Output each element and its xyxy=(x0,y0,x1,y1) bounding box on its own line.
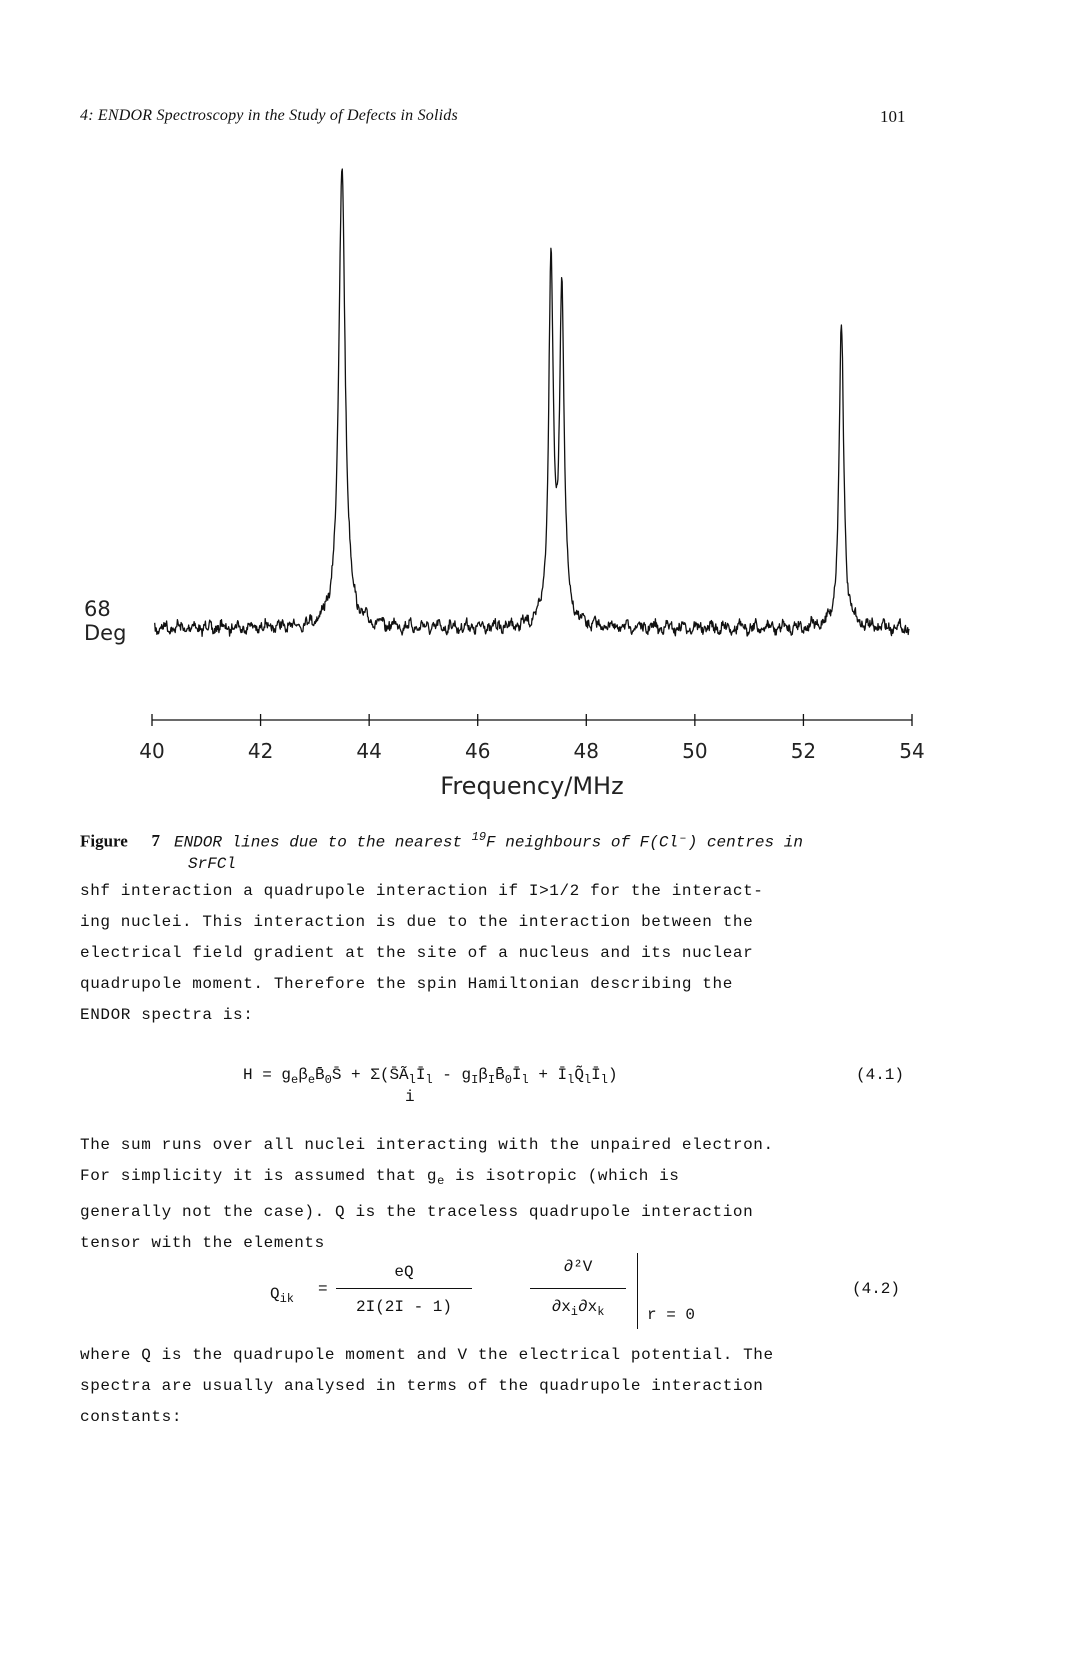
paragraph-1-line: ENDOR spectra is: xyxy=(80,1006,254,1024)
x-tick-label: 54 xyxy=(899,739,925,763)
figure-caption xyxy=(80,826,980,875)
paragraph-3-line: where Q is the quadrupole moment and V the electrical potential. The xyxy=(80,1346,774,1364)
caption-text-after: F neighbours of F(Cl⁻) centres in xyxy=(486,833,803,852)
paragraph-1 xyxy=(80,876,910,1031)
equation-4-2-lhs: $Q_{ik}$ xyxy=(270,1285,295,1307)
paragraph-2 xyxy=(80,1130,910,1259)
paragraph-2-line: The sum runs over all nuclei interacting with the unpaired electron. xyxy=(80,1136,774,1154)
trace-label-angle: 68 xyxy=(84,597,111,621)
paragraph-2-line: tensor with the elements xyxy=(80,1234,325,1253)
x-tick-label: 42 xyxy=(247,739,274,763)
page-number: 101 xyxy=(880,107,906,126)
paragraph-1-line: ing nuclei. This interaction is due to the interaction between the xyxy=(80,913,754,931)
equation-4-2-denominator-2: $\partial x_i\partial x_k$ xyxy=(551,1298,605,1320)
spectrum-trace xyxy=(155,169,910,636)
x-tick-label: 50 xyxy=(682,739,708,763)
x-axis-title: Frequency/MHz xyxy=(440,772,624,800)
x-tick-label: 46 xyxy=(464,739,491,763)
equation-4-2-denominator-1: 2I(2I - 1) xyxy=(355,1298,452,1316)
paragraph-1-line: shf interaction a quadrupole interaction if I>1/2 for the interact- xyxy=(80,882,764,900)
caption-text-before: ENDOR lines due to the nearest xyxy=(173,833,472,852)
equation-4-2-numerator-1: eQ xyxy=(394,1263,414,1281)
x-tick-label: 48 xyxy=(573,739,600,763)
paragraph-1-line: quadrupole moment. Therefore the spin Hamiltonian describing the xyxy=(80,975,733,993)
endor-spectrum-chart xyxy=(0,0,1067,800)
paragraph-3-line: spectra are usually analysed in terms of the quadrupole interaction xyxy=(80,1377,764,1395)
paragraph-3-line: constants: xyxy=(80,1408,183,1426)
evaluation-bar xyxy=(637,1253,638,1329)
equation-4-2-condition: r = 0 xyxy=(647,1306,696,1324)
equation-4-2-equals: = xyxy=(318,1280,328,1298)
x-tick-label: 44 xyxy=(356,739,382,763)
x-tick-label: 40 xyxy=(139,739,165,763)
running-title: 4: ENDOR Spectroscopy in the Study of Defects in Solids xyxy=(80,107,458,124)
caption-label: Figure xyxy=(80,831,128,851)
caption-text-line2: SrFCl xyxy=(188,855,237,874)
x-tick-label: 52 xyxy=(790,739,817,763)
caption-number: 7 xyxy=(151,831,160,851)
equation-4-2-number: (4.2) xyxy=(852,1280,901,1298)
equation-4-1-number: (4.1) xyxy=(856,1066,905,1084)
paragraph-1-line: electrical field gradient at the site of a nucleus and its nuclear xyxy=(80,944,754,962)
x-axis-tick-labels xyxy=(139,739,924,763)
caption-superscript: 19 xyxy=(471,830,487,844)
paragraph-2-line: generally not the case). Q is the traceless quadrupole interaction xyxy=(80,1203,754,1222)
trace-label-unit: Deg xyxy=(84,621,127,645)
paragraph-2-line: For simplicity it is assumed that $g_e$ is isotropic (which is xyxy=(80,1167,680,1189)
equation-4-2-numerator-2: ∂²V xyxy=(563,1258,593,1276)
fraction-bar-2 xyxy=(530,1288,626,1289)
fraction-bar-1 xyxy=(336,1288,472,1289)
paragraph-3 xyxy=(80,1340,910,1433)
equation-4-1: $H = g_e\beta_eB̄_0S̄$ + $\Sigma(S̄Ã_lĪ_l$ - $g_I\beta_IB̄_0Ī_l$ + $Ī_lQ̃_lĪ_l$) i xyxy=(243,1066,618,1106)
